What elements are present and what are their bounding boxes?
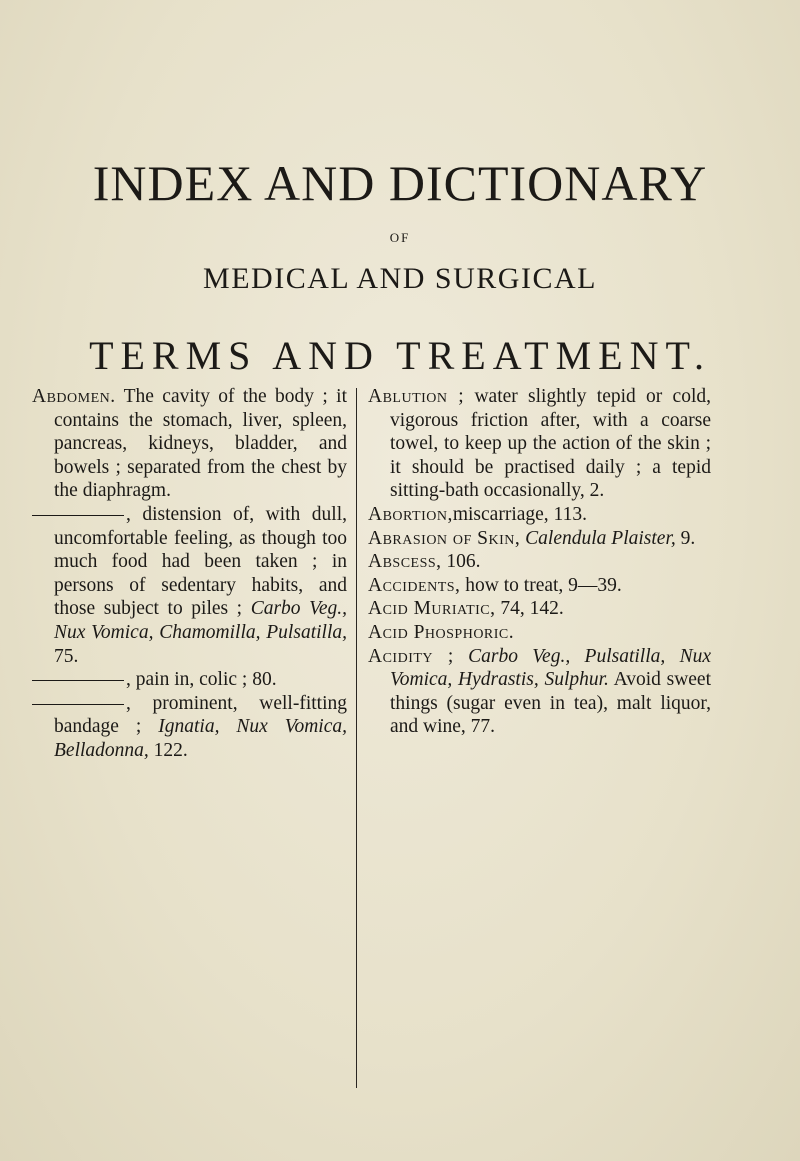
entry-pages-acid-muriatic: 74, 142.	[500, 598, 564, 620]
title-line-3: MEDICAL AND SURGICAL	[203, 262, 597, 295]
entry-page-abscess: 106.	[446, 551, 481, 573]
entry-remedies-distension: Carbo Veg., Nux Vomica, Chamomilla, Pulsatilla,	[54, 598, 348, 643]
column-divider	[356, 388, 357, 1088]
entry-page-pain: 80.	[252, 669, 277, 691]
entry-page-distension: 75.	[54, 645, 79, 667]
entry-abdomen-pain	[32, 668, 347, 692]
entry-abortion	[368, 503, 711, 527]
title-line-4: TERMS AND TREATMENT.	[89, 333, 711, 378]
dash-rule	[32, 515, 124, 517]
title-line-2: OF	[389, 230, 411, 245]
entry-acidity	[368, 645, 711, 739]
entry-ablution	[368, 385, 711, 503]
entry-text-acidity: Avoid sweet things (sugar even in tea), malt liquor, and wine, 77.	[390, 669, 712, 738]
entry-text-distension: , distension of, with dull, uncomfortable feeling, as though too much food had been taken ; in persons of sedentary habits, and those subject to piles ;	[54, 503, 347, 620]
entry-accidents	[368, 574, 711, 598]
entry-abrasion	[368, 527, 711, 551]
entry-abscess	[368, 550, 711, 574]
entry-abdomen-prominent	[32, 692, 347, 763]
dash-rule	[32, 704, 124, 706]
entry-text-pain: , pain in, colic ;	[126, 669, 248, 691]
entry-head-abscess: Abscess,	[368, 551, 442, 573]
entry-head-ablution: Ablution ;	[368, 386, 465, 407]
entry-remedy-abrasion: Calendula Plaister,	[525, 527, 676, 549]
dash-rule	[32, 680, 124, 682]
right-column	[368, 385, 711, 739]
entry-head-abortion: Abortion,	[368, 503, 453, 525]
entry-head-abdomen: Abdomen.	[32, 386, 116, 407]
entry-acid-muriatic	[368, 597, 711, 621]
entry-page-prominent: 122.	[153, 739, 188, 761]
entry-text-ablution: water slightly tepid or cold, vigorous friction after, with a coarse towel, to keep up the action of the skin ; it should be practised daily ; a tepid sitting-bath occasionally, 2.	[390, 386, 712, 502]
entry-page-abrasion: 9.	[680, 527, 696, 549]
entry-head-accidents: Accidents,	[368, 574, 461, 596]
entry-text-abortion: miscarriage, 113.	[452, 503, 587, 525]
entry-abdomen	[32, 385, 347, 503]
entry-head-acid-phosphoric: Acid Phosphoric.	[368, 621, 515, 643]
entry-remedies-acidity: Carbo Veg., Pulsatilla, Nux Vomica, Hydrastis, Sulphur.	[390, 645, 712, 691]
entry-abdomen-distension	[32, 503, 347, 668]
entry-acid-phosphoric	[368, 621, 711, 645]
entry-text-abdomen: The cavity of the body ; it contains the stomach, liver, spleen, pancreas, kidneys, bladder, and bowels ; separated from the chest by the diaphragm.	[54, 386, 347, 502]
entry-head-acid-muriatic: Acid Muriatic,	[368, 598, 496, 620]
entry-text-accidents: how to treat, 9—39.	[465, 574, 622, 596]
entry-text-prominent: , prominent, well-fitting bandage ;	[54, 692, 347, 738]
left-column	[32, 385, 347, 763]
entry-head-abrasion: Abrasion of Skin,	[368, 527, 521, 549]
entry-head-acidity: Acidity ;	[368, 645, 454, 667]
title-line-1: INDEX AND DICTIONARY	[92, 155, 708, 211]
entry-remedies-prominent: Ignatia, Nux Vomica, Belladonna,	[54, 716, 347, 761]
